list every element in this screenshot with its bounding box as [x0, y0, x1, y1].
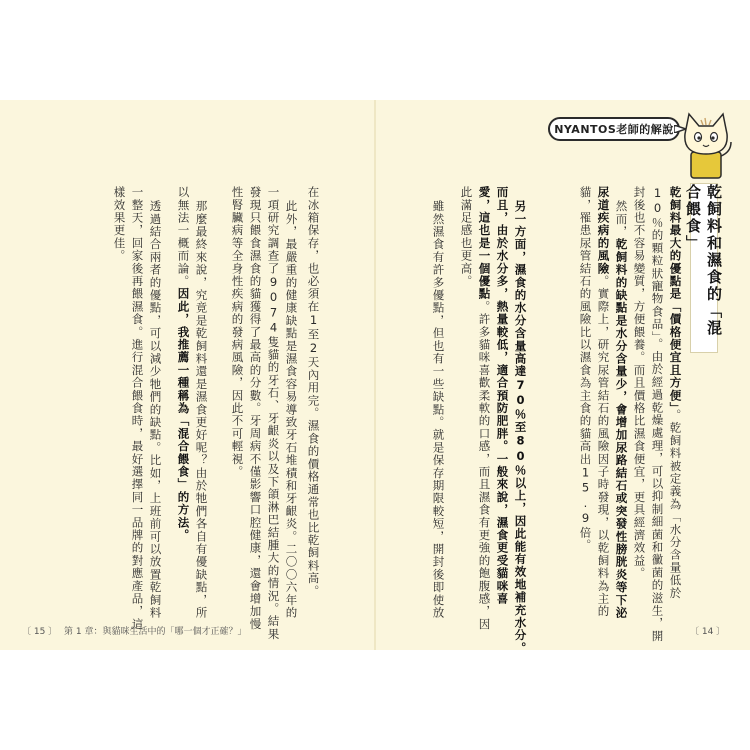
text-column: 封後也不容易變質，方便餵養。而且價格比濕食便宜，更具經濟效益。	[632, 186, 647, 580]
text-column: 發現只餵食濕食的貓獲得了最高的分數。牙周病不僅影響口腔健康，還會增加慢	[248, 186, 263, 631]
text-column: 雖然濕食有許多優點，但也有一些缺點。就是保存期限較短，開封後即使放	[431, 200, 446, 620]
text-column: 性腎臟病等全身性疾病的發病風險，因此不可輕視。	[230, 186, 245, 479]
section-header	[548, 113, 690, 145]
text-column: 在冰箱保存，也必須在1至2天內用完。濕食的價格通常也比乾飼料高。	[306, 186, 321, 598]
text-column: 而且，由於水分多，熱量較低，適合預防肥胖。一般來說，濕食更受貓咪喜	[495, 186, 510, 606]
header-label: NYANTOS老師的解說	[548, 117, 680, 141]
text-column: 尿道疾病的風險。實際上，研究尿管結石的風險因子時發現，以乾飼料為主的	[596, 186, 611, 618]
text-column: 以無法一概而論。因此，我推薦一種稱為「混合餵食」的方法。	[176, 186, 191, 542]
page-title: 乾飼料和濕食的「混合餵食」	[690, 183, 718, 353]
text-column: 愛，這也是一個優點。許多貓咪喜歡柔軟的口感，而且濕食有更強的飽腹感，因	[477, 186, 492, 631]
text-column: 樣效果更佳。	[112, 186, 127, 263]
text-column: 那麼最終來說，究竟是乾飼料還是濕食更好呢？由於牠們各自有優缺點，所	[194, 200, 209, 620]
page-number-left: 〔 15 〕	[22, 627, 58, 637]
text-column: 乾飼料最大的優點是「價格便宜且方便」。乾飼料被定義為「水分含量低於	[668, 186, 683, 600]
text-column: 另一方面，濕食的水分含量高達70％至80％以上，因此能有效地補充水分。	[513, 200, 528, 655]
page-gutter	[374, 100, 376, 650]
chapter-running-head: 第 1 章：與貓咪生活中的「哪一個才正確？」	[64, 627, 247, 637]
text-column: 一整天，回家後再餵濕食。進行混合餵食時，最好選擇同一品牌的對應產品，這	[130, 186, 145, 631]
text-column: 此外，最嚴重的健康缺點是濕食容易導致牙石堆積和牙齦炎。二〇〇六年的	[284, 200, 299, 620]
text-column: 透過結合兩者的優點，可以減少牠們的缺點。比如，上班前可以放置乾飼料	[148, 200, 163, 620]
text-column: 一項研究調查了9074隻貓的牙石、牙齦炎以及下頜淋巴結腫大的情況。結果	[266, 186, 281, 641]
text-column: 然而，乾飼料的缺點是水分含量少，會增加尿路結石或突發性膀胱炎等下泌	[614, 200, 629, 620]
text-column: 10％的顆粒狀寵物食品」。由於經過乾燥處理，可以抑制細菌和黴菌的滋生，開	[650, 186, 665, 643]
page-number-right: 〔 14 〕	[690, 627, 726, 637]
cat-teacher-icon	[681, 112, 735, 182]
text-column: 貓，罹患尿管結石的風險比以濕食為主食的貓高出15.9倍。	[578, 186, 593, 552]
text-column: 此滿足感也更高。	[459, 186, 474, 288]
